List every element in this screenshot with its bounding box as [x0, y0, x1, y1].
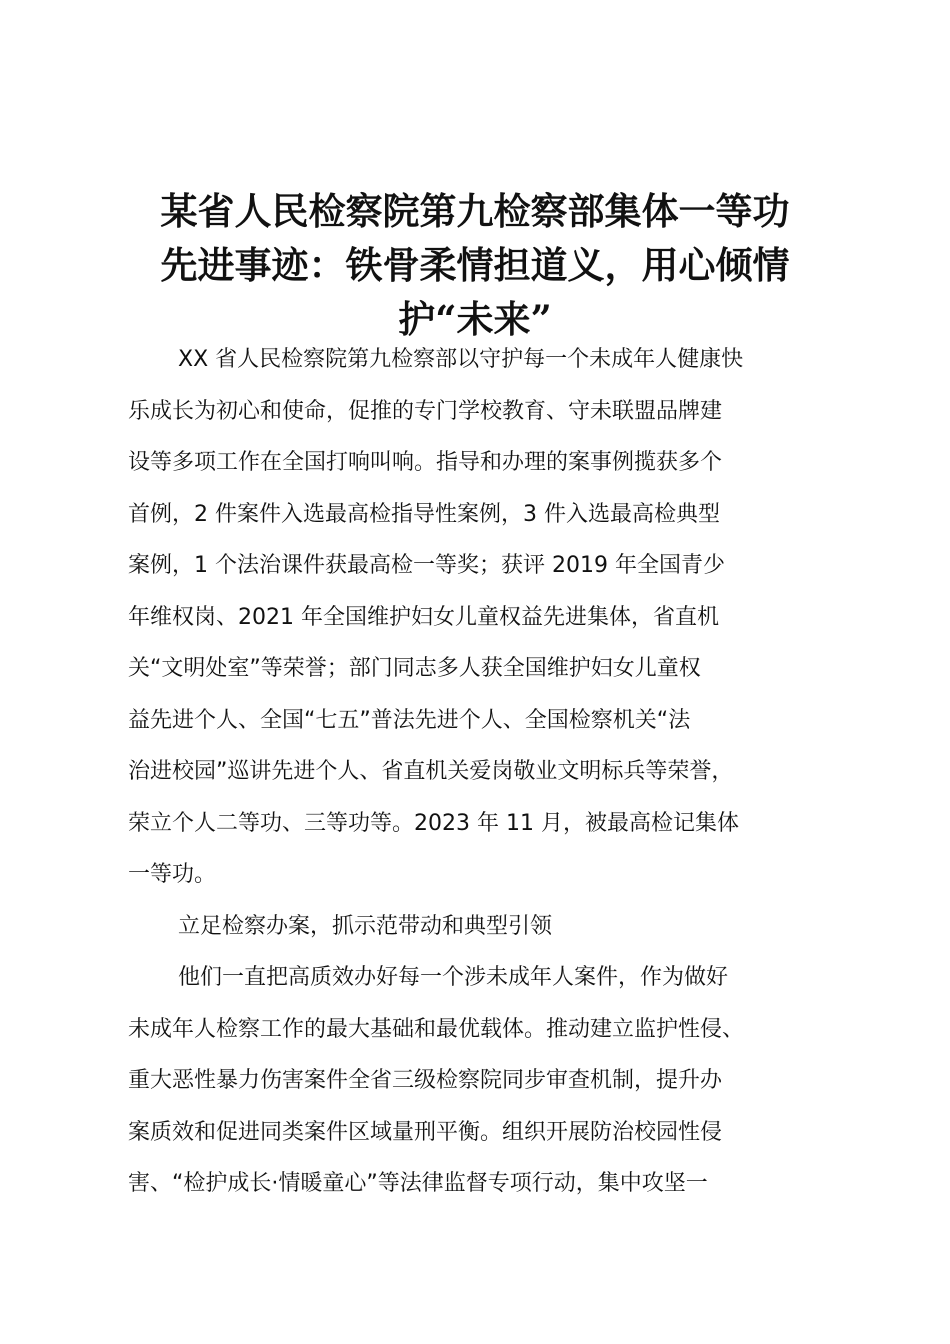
paragraph-line: 案质效和促进同类案件区域量刑平衡。组织开展防治校园性侵: [128, 1119, 723, 1145]
paragraph-line: 一等功。: [128, 862, 217, 887]
paragraph-line: 乐成长为初心和使命，促推的专门学校教育、守未联盟品牌建: [128, 398, 723, 424]
section-heading: [128, 901, 832, 953]
paragraph-line: 益先进个人、全国“七五”普法先进个人、全国检察机关“法: [128, 707, 691, 733]
paragraph-line: 未成年人检察工作的最大基础和最优载体。推动建立监护性侵、: [128, 1016, 745, 1042]
title-line: 某省人民检察院第九检察部集体一等功: [160, 189, 790, 233]
paragraph-casework: [128, 952, 832, 1210]
paragraph-line: XX 省人民检察院第九检察部以守护每一个未成年人健康快: [178, 347, 744, 372]
paragraph-line: 关“文明处室”等荣誉；部门同志多人获全国维护妇女儿童权: [128, 656, 701, 681]
document-body: [128, 334, 832, 1210]
paragraph-line: 案例，1 个法治课件获最高检一等奖；获评 2019 年全国青少: [128, 553, 725, 578]
paragraph-line: 他们一直把高质效办好每一个涉未成年人案件，作为做好: [178, 965, 729, 990]
paragraph-line: 首例，2 件案件入选最高检指导性案例，3 件入选最高检典型: [128, 501, 720, 527]
paragraph-intro: [128, 334, 832, 901]
title-line: 先进事迹：铁骨柔情担道义，用心倾情: [160, 243, 790, 287]
paragraph-line: 设等多项工作在全国打响叫响。指导和办理的案事例揽获多个: [128, 450, 723, 475]
paragraph-line: 害、“检护成长·情暖童心”等法律监督专项行动，集中攻坚一: [128, 1171, 708, 1196]
paragraph-line: 重大恶性暴力伤害案件全省三级检察院同步审查机制，提升办: [128, 1068, 723, 1093]
section-heading-text: 立足检察办案，抓示范带动和典型引领: [178, 913, 553, 939]
paragraph-line: 年维权岗、2021 年全国维护妇女儿童权益先进集体，省直机: [128, 604, 719, 630]
title-line: 护“未来”: [398, 297, 552, 341]
paragraph-line: 荣立个人二等功、三等功等。2023 年 11 月，被最高检记集体: [128, 810, 739, 836]
paragraph-line: 治进校园”巡讲先进个人、省直机关爱岗敬业文明标兵等荣誉，: [128, 759, 734, 784]
document-title: [120, 184, 830, 346]
